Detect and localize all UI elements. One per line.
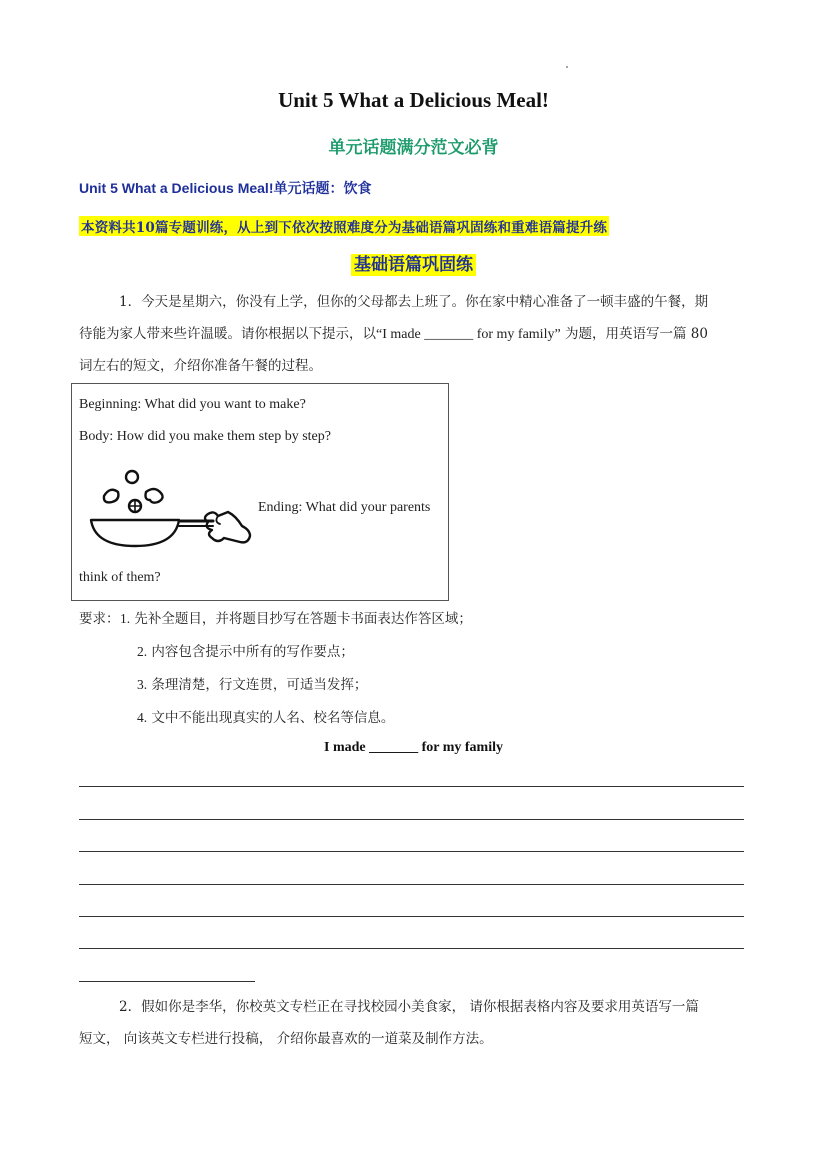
food-piece-icon	[126, 471, 138, 483]
requirement-number: 1.	[120, 611, 131, 626]
requirement-text: 文中不能出现真实的人名、校名等信息。	[151, 710, 395, 726]
food-piece-icon	[104, 490, 119, 503]
cooking-pan-illustration	[86, 464, 256, 556]
prompt-box	[71, 383, 449, 601]
requirement-number: 2.	[137, 644, 148, 659]
page-title: Unit 5 What a Delicious Meal!	[278, 88, 549, 112]
q1-line-2-a: 待能为家人带来些许温暖。请你根据以下提示，以	[79, 326, 376, 342]
answer-line-short[interactable]	[79, 981, 255, 982]
requirement-text: 先补全题目，并将题目抄写在答题卡书面表达作答区域；	[134, 611, 472, 627]
unit-topic-line	[79, 178, 371, 198]
answer-line[interactable]	[79, 884, 744, 885]
hand-icon	[205, 512, 250, 542]
q1-line-1: 1．今天是星期六，你没有上学，但你的父母都去上班了。你在家中精心准备了一顿丰盛的午餐，期	[119, 294, 709, 310]
unit-topic: 单元话题：饮食	[273, 181, 372, 197]
q2-line-1: 2．假如你是李华，你校英文专栏正在寻找校园小美食家， 请你根据表格内容及要求用英语写一篇	[119, 999, 699, 1015]
requirement-text: 内容包含提示中所有的写作要点；	[151, 644, 354, 660]
requirement-number: 3.	[137, 677, 148, 692]
essay-title: I made _______ for my family	[324, 740, 503, 755]
q1-line-3: 词左右的短文，介绍你准备午餐的过程。	[79, 358, 322, 374]
requirement-item	[137, 640, 354, 660]
stray-dot	[566, 66, 568, 68]
unit-name: Unit 5 What a Delicious Meal!	[79, 180, 274, 196]
answer-line[interactable]	[79, 819, 744, 820]
prompt-body: Body: How did you make them step by step?	[79, 429, 331, 444]
requirement-text: 条理清楚，行文连贯，可适当发挥；	[151, 677, 368, 693]
section-heading-text: 基础语篇巩固练	[351, 254, 476, 276]
requirement-number: 4.	[137, 710, 148, 725]
prompt-ending: Ending: What did your parents	[258, 500, 431, 515]
answer-line[interactable]	[79, 786, 744, 787]
material-description: 本资料共10篇专题训练，从上到下依次按照难度分为基础语篇巩固练和重难语篇提升练	[79, 216, 609, 236]
answer-line[interactable]	[79, 916, 744, 917]
answer-line[interactable]	[79, 948, 744, 949]
page-subtitle: 单元话题满分范文必背	[328, 138, 499, 158]
q2-line-2: 短文， 向该英文专栏进行投稿， 介绍你最喜欢的一道菜及制作方法。	[79, 1031, 493, 1047]
pan-icon	[91, 520, 179, 546]
section-heading	[0, 250, 827, 275]
prompt-beginning: Beginning: What did you want to make?	[79, 397, 306, 412]
q1-line-2-b: 为题，用英语写一篇 80	[560, 326, 708, 342]
food-piece-icon	[146, 489, 163, 503]
requirement-item	[120, 607, 472, 627]
requirement-item	[137, 673, 367, 693]
q1-line-2	[79, 319, 749, 350]
requirement-item	[137, 706, 394, 726]
answer-line[interactable]	[79, 851, 744, 852]
requirements-label: 要求：	[79, 611, 120, 627]
prompt-ending-continued: think of them?	[79, 570, 161, 585]
q1-title-quote: “I made _______ for my family”	[376, 327, 561, 342]
